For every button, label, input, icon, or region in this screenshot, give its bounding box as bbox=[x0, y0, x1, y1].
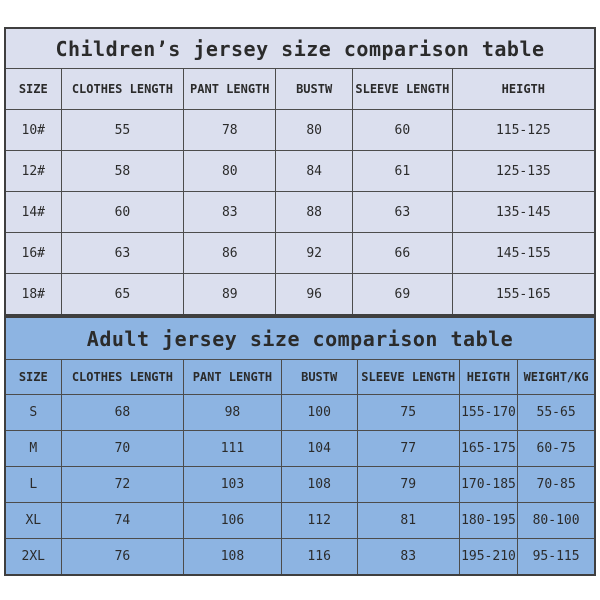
size-label-cell: XL bbox=[5, 503, 61, 539]
measurement-cell: 80 bbox=[184, 151, 276, 192]
measurement-cell: 68 bbox=[61, 395, 184, 431]
adult-table-title: Adult jersey size comparison table bbox=[5, 317, 595, 360]
table-row bbox=[5, 431, 595, 467]
column-header: BUSTW bbox=[276, 69, 353, 110]
column-header: HEIGTH bbox=[452, 69, 595, 110]
column-header: CLOTHES LENGTH bbox=[61, 360, 184, 395]
measurement-cell: 106 bbox=[184, 503, 281, 539]
measurement-cell: 55-65 bbox=[518, 395, 595, 431]
table-row bbox=[5, 192, 595, 233]
column-header: SLEEVE LENGTH bbox=[352, 69, 452, 110]
measurement-cell: 60-75 bbox=[518, 431, 595, 467]
measurement-cell: 65 bbox=[61, 274, 184, 316]
table-row bbox=[5, 110, 595, 151]
measurement-cell: 180-195 bbox=[459, 503, 517, 539]
measurement-cell: 165-175 bbox=[459, 431, 517, 467]
measurement-cell: 58 bbox=[61, 151, 184, 192]
measurement-cell: 155-170 bbox=[459, 395, 517, 431]
table-row bbox=[5, 151, 595, 192]
measurement-cell: 70 bbox=[61, 431, 184, 467]
measurement-cell: 61 bbox=[352, 151, 452, 192]
table-row bbox=[5, 274, 595, 316]
size-label-cell: 10# bbox=[5, 110, 61, 151]
measurement-cell: 80-100 bbox=[518, 503, 595, 539]
measurement-cell: 84 bbox=[276, 151, 353, 192]
size-label-cell: 2XL bbox=[5, 539, 61, 576]
table-row bbox=[5, 233, 595, 274]
measurement-cell: 170-185 bbox=[459, 467, 517, 503]
column-header: WEIGHT/KG bbox=[518, 360, 595, 395]
table-row bbox=[5, 539, 595, 576]
measurement-cell: 63 bbox=[61, 233, 184, 274]
column-header: CLOTHES LENGTH bbox=[61, 69, 184, 110]
column-header: PANT LENGTH bbox=[184, 69, 276, 110]
measurement-cell: 83 bbox=[357, 539, 459, 576]
size-label-cell: M bbox=[5, 431, 61, 467]
measurement-cell: 195-210 bbox=[459, 539, 517, 576]
table-row bbox=[5, 503, 595, 539]
column-header: HEIGTH bbox=[459, 360, 517, 395]
measurement-cell: 98 bbox=[184, 395, 281, 431]
column-header: SLEEVE LENGTH bbox=[357, 360, 459, 395]
column-header: PANT LENGTH bbox=[184, 360, 281, 395]
measurement-cell: 104 bbox=[281, 431, 357, 467]
size-label-cell: 14# bbox=[5, 192, 61, 233]
measurement-cell: 60 bbox=[352, 110, 452, 151]
measurement-cell: 75 bbox=[357, 395, 459, 431]
children-header-row bbox=[5, 69, 595, 110]
jersey-size-chart-page bbox=[4, 27, 596, 576]
measurement-cell: 72 bbox=[61, 467, 184, 503]
measurement-cell: 76 bbox=[61, 539, 184, 576]
table-row bbox=[5, 395, 595, 431]
measurement-cell: 111 bbox=[184, 431, 281, 467]
measurement-cell: 81 bbox=[357, 503, 459, 539]
children-size-table bbox=[4, 27, 596, 316]
measurement-cell: 86 bbox=[184, 233, 276, 274]
measurement-cell: 55 bbox=[61, 110, 184, 151]
size-label-cell: S bbox=[5, 395, 61, 431]
column-header: SIZE bbox=[5, 360, 61, 395]
measurement-cell: 89 bbox=[184, 274, 276, 316]
table-row bbox=[5, 467, 595, 503]
size-label-cell: L bbox=[5, 467, 61, 503]
measurement-cell: 135-145 bbox=[452, 192, 595, 233]
column-header: BUSTW bbox=[281, 360, 357, 395]
adult-header-row bbox=[5, 360, 595, 395]
measurement-cell: 69 bbox=[352, 274, 452, 316]
measurement-cell: 63 bbox=[352, 192, 452, 233]
children-table-title: Children’s jersey size comparison table bbox=[5, 28, 595, 69]
adult-size-table bbox=[4, 316, 596, 576]
adult-table-body bbox=[5, 395, 595, 576]
measurement-cell: 92 bbox=[276, 233, 353, 274]
measurement-cell: 108 bbox=[281, 467, 357, 503]
measurement-cell: 155-165 bbox=[452, 274, 595, 316]
measurement-cell: 96 bbox=[276, 274, 353, 316]
measurement-cell: 103 bbox=[184, 467, 281, 503]
measurement-cell: 115-125 bbox=[452, 110, 595, 151]
measurement-cell: 125-135 bbox=[452, 151, 595, 192]
children-title-row bbox=[5, 28, 595, 69]
size-label-cell: 18# bbox=[5, 274, 61, 316]
children-table-body bbox=[5, 110, 595, 316]
measurement-cell: 77 bbox=[357, 431, 459, 467]
measurement-cell: 60 bbox=[61, 192, 184, 233]
measurement-cell: 83 bbox=[184, 192, 276, 233]
measurement-cell: 70-85 bbox=[518, 467, 595, 503]
measurement-cell: 79 bbox=[357, 467, 459, 503]
measurement-cell: 88 bbox=[276, 192, 353, 233]
measurement-cell: 80 bbox=[276, 110, 353, 151]
measurement-cell: 95-115 bbox=[518, 539, 595, 576]
size-label-cell: 12# bbox=[5, 151, 61, 192]
column-header: SIZE bbox=[5, 69, 61, 110]
measurement-cell: 66 bbox=[352, 233, 452, 274]
measurement-cell: 78 bbox=[184, 110, 276, 151]
measurement-cell: 100 bbox=[281, 395, 357, 431]
measurement-cell: 112 bbox=[281, 503, 357, 539]
measurement-cell: 74 bbox=[61, 503, 184, 539]
size-label-cell: 16# bbox=[5, 233, 61, 274]
measurement-cell: 145-155 bbox=[452, 233, 595, 274]
measurement-cell: 116 bbox=[281, 539, 357, 576]
measurement-cell: 108 bbox=[184, 539, 281, 576]
adult-title-row bbox=[5, 317, 595, 360]
